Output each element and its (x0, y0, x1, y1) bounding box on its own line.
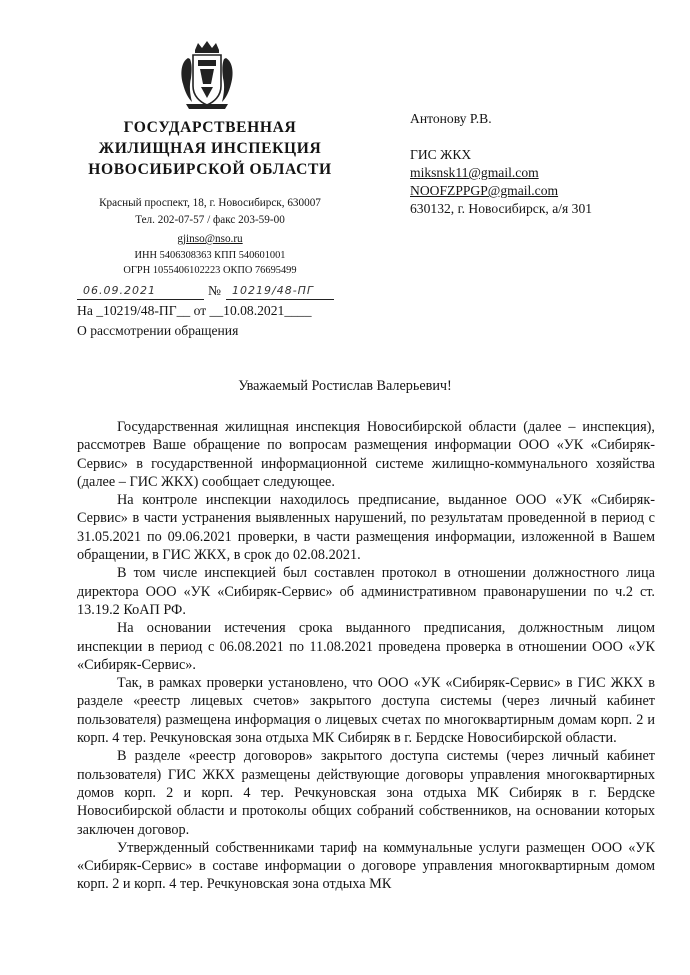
outgoing-number: 10219/48-ПГ (232, 284, 315, 297)
letter-subject: О рассмотрении обращения (77, 323, 239, 338)
letter-body (77, 418, 655, 894)
organization-name-line-1: ГОСУДАРСТВЕННАЯ (123, 119, 297, 136)
organization-name-line-3: НОВОСИБИРСКОЙ ОБЛАСТИ (88, 161, 332, 178)
recipient-postal-address: 630132, г. Новосибирск, а/я 301 (410, 201, 593, 216)
body-paragraph-1: Государственная жилищная инспекция Новосибирской области (далее – инспекция), рассмотрев Ваше обращение по вопросам размещения информации ООО «УК «Сибиряк-Сервис» в государственной информационной системе жилищно-коммунального хозяйства (далее – ГИС ЖКХ) сообщает следующее. (77, 419, 655, 490)
reply-reference: На _10219/48-ПГ__ от __10.08.2021____ (77, 303, 312, 318)
organization-ogrn-okpo: ОГРН 1055406102223 ОКПО 76695499 (123, 265, 297, 276)
letter-greeting: Уважаемый Ростислав Валерьевич! (238, 378, 452, 394)
outgoing-date-field (77, 284, 204, 300)
body-paragraph-2: На контроле инспекции находилось предписание, выданное ООО «УК «Сибиряк-Сервис» в части устранения выявленных нарушений, по результатам проведенной в период с 31.05.2021 по 09.06.2021 проверки, в части размещения информации, изложенной в Вашем обращении, в ГИС ЖКХ, в срок до 02.08.2021. (77, 492, 655, 564)
recipient-organization: ГИС ЖКХ (410, 147, 472, 162)
body-paragraph-6: В разделе «реестр договоров» закрытого доступа системы (через личный кабинет пользователя) ГИС ЖКХ размещены действующие договоры управления многоквартирных домов корп. 2 и корп. 4 тер. Речкуновская зона отдыха МК Сибиряк в г. Бердске Новосибирской области и протоколы общих собраний собственников, на основании которых заключен договор. (77, 748, 655, 838)
organization-phone: Тел. 202-07-57 / факс 203-59-00 (135, 214, 285, 226)
organization-address: Красный проспект, 18, г. Новосибирск, 630007 (99, 197, 321, 209)
recipient-name: Антонову Р.В. (410, 111, 492, 126)
outgoing-date: 06.09.2021 (83, 284, 156, 297)
number-sign: № (208, 283, 221, 298)
body-paragraph-3: В том числе инспекцией был составлен протокол в отношении должностного лица директора ООО «УК «Сибиряк-Сервис» об административном правонарушении по ч.2 ст. 13.19.2 КоАП РФ. (77, 565, 655, 618)
body-paragraph-5: Так, в рамках проверки установлено, что ООО «УК «Сибиряк-Сервис» в ГИС ЖКХ в разделе «реестр лицевых счетов» закрытого доступа системы (через личный кабинет пользователя) размещена информация о лицевых счетах по многоквартирным домам корп. 2 и корп. 4 тер. Речкуновская зона отдыха МК Сибиряк в г. Бердске Новосибирской области. (77, 675, 655, 747)
outgoing-number-field (226, 284, 334, 300)
organization-email-link[interactable]: gjinso@nso.ru (177, 233, 243, 245)
coat-of-arms-icon (178, 40, 236, 110)
body-paragraph-7: Утвержденный собственниками тариф на коммунальные услуги размещен ООО «УК «Сибиряк-Сервис» в составе информации о договоре управления многоквартирным домом корп. 2 и корп. 4 тер. Речкуновская зона отдыха МК (77, 839, 655, 893)
recipient-email-1-link[interactable]: miksnsk11@gmail.com (410, 165, 539, 180)
recipient-email-2-link[interactable]: NOOFZPPGP@gmail.com (410, 183, 559, 198)
organization-inn-kpp: ИНН 5406308363 КПП 540601001 (134, 250, 286, 261)
body-paragraph-4: На основании истечения срока выданного предписания, должностным лицом инспекции в период с 06.08.2021 по 11.08.2021 проведена проверка в отношении ООО «УК «Сибиряк-Сервис». (77, 620, 655, 673)
organization-name-line-2: ЖИЛИЩНАЯ ИНСПЕКЦИЯ (98, 140, 322, 157)
